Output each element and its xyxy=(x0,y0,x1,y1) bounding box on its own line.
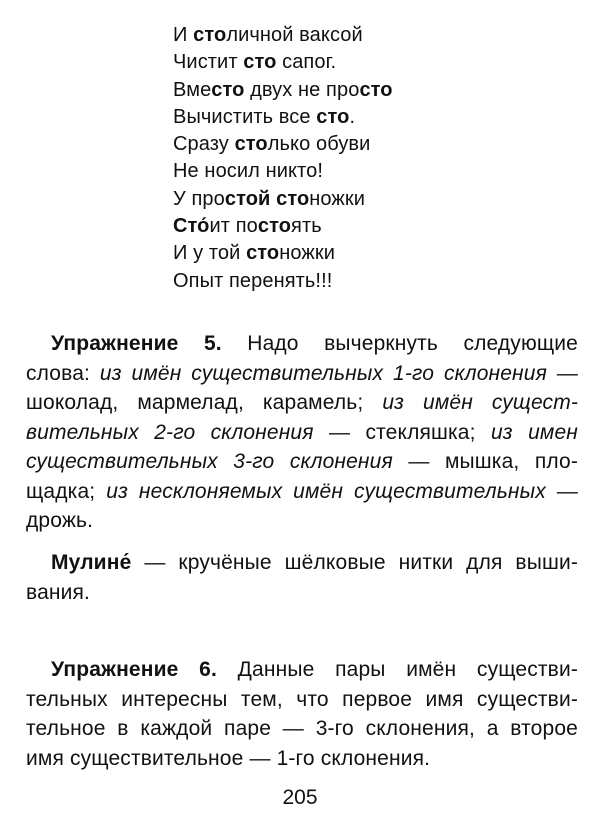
text-run: Надо вычеркнуть следующие xyxy=(221,332,578,355)
text-run: Вме xyxy=(173,78,212,101)
exercise-5-answer xyxy=(26,329,578,536)
poem xyxy=(173,22,393,295)
text-run: тельное в каждой паре — 3-го склонения, а второе xyxy=(26,717,578,740)
bold-text: стой xyxy=(224,187,271,210)
poem-line xyxy=(173,49,393,76)
text-run: ножки xyxy=(279,242,335,265)
page-number: 205 xyxy=(282,786,318,809)
italic-text: из имён сущест- xyxy=(382,391,578,414)
text-run: Сразу xyxy=(173,133,235,156)
italic-text: из имен xyxy=(490,420,578,444)
text-run: И xyxy=(173,24,194,46)
text-run: слова: xyxy=(26,361,100,385)
text-run: Не носил никто! xyxy=(173,160,323,183)
text-run: Опыт перенять!!! xyxy=(173,269,333,292)
bold-text: Упражнение 6. xyxy=(51,658,217,681)
text-line xyxy=(26,655,578,685)
text-run: — кручёные шёлковые нитки для выши- xyxy=(131,551,578,574)
poem-line xyxy=(173,240,393,267)
text-line xyxy=(26,548,578,578)
bold-text: сто xyxy=(243,51,277,74)
muline-definition xyxy=(26,548,578,607)
exercise-6-answer xyxy=(26,655,578,773)
text-run: личной ваксой xyxy=(226,24,363,46)
text-run: ять xyxy=(291,215,322,238)
text-line xyxy=(26,329,578,359)
text-run: И у той xyxy=(173,242,247,265)
text-line xyxy=(26,744,578,774)
bold-text: сто xyxy=(359,78,393,101)
text-line xyxy=(26,477,578,507)
poem-line xyxy=(173,186,393,213)
italic-text: из несклоняемых имён существительных xyxy=(106,479,546,503)
text-run: . xyxy=(349,105,356,128)
bold-text: Сто́ xyxy=(173,215,210,238)
poem-line xyxy=(173,22,393,49)
italic-text: существительных 3-го склонения xyxy=(26,450,393,473)
bold-text: сто xyxy=(316,105,350,128)
text-run: У про xyxy=(173,187,225,210)
bold-text: сто xyxy=(211,78,245,101)
text-run: — мышка, пло- xyxy=(392,450,578,473)
bold-text: сто xyxy=(257,215,292,238)
text-line xyxy=(26,506,578,536)
text-run: — стекляшка; xyxy=(313,420,491,444)
text-run: тельных интересны тем, что первое имя существи- xyxy=(26,687,578,711)
text-run: сапог. xyxy=(276,51,337,74)
bold-text: сто xyxy=(234,133,268,156)
text-run: имя существительное — 1-го склонения. xyxy=(26,746,431,770)
poem-line xyxy=(173,213,393,240)
text-line xyxy=(26,714,578,744)
text-run: Данные пары имён существи- xyxy=(216,658,579,681)
text-run: ит по xyxy=(209,215,258,238)
italic-text: из имён существительных 1-го склонения — xyxy=(99,361,578,385)
text-run: двух не про xyxy=(244,78,360,101)
text-run: лько обуви xyxy=(267,133,371,156)
poem-line xyxy=(173,268,393,295)
text-line xyxy=(26,418,578,448)
text-line xyxy=(26,578,578,608)
bold-text: сто xyxy=(276,187,310,210)
bold-text: Упражнение 5. xyxy=(51,332,222,355)
bold-text: сто xyxy=(246,242,280,265)
text-run: Чистит xyxy=(173,51,244,74)
poem-line xyxy=(173,104,393,131)
bold-text: Мулине́ xyxy=(51,551,132,574)
text-line xyxy=(26,685,578,715)
text-run: — xyxy=(545,479,578,503)
text-line xyxy=(26,388,578,418)
text-run: Вычистить все xyxy=(173,105,317,128)
text-run: вания. xyxy=(26,580,91,604)
text-run: ножки xyxy=(309,187,366,210)
text-run: шоколад, мармелад, карамель; xyxy=(26,391,383,414)
poem-line xyxy=(173,77,393,104)
text-line xyxy=(26,447,578,477)
text-run: дрожь. xyxy=(26,509,94,532)
bold-text: сто xyxy=(193,24,227,46)
poem-line xyxy=(173,131,393,158)
text-run: щадка; xyxy=(26,479,107,503)
italic-text: вительных 2-го склонения xyxy=(26,420,314,444)
text-line xyxy=(26,359,578,389)
poem-line xyxy=(173,158,393,185)
